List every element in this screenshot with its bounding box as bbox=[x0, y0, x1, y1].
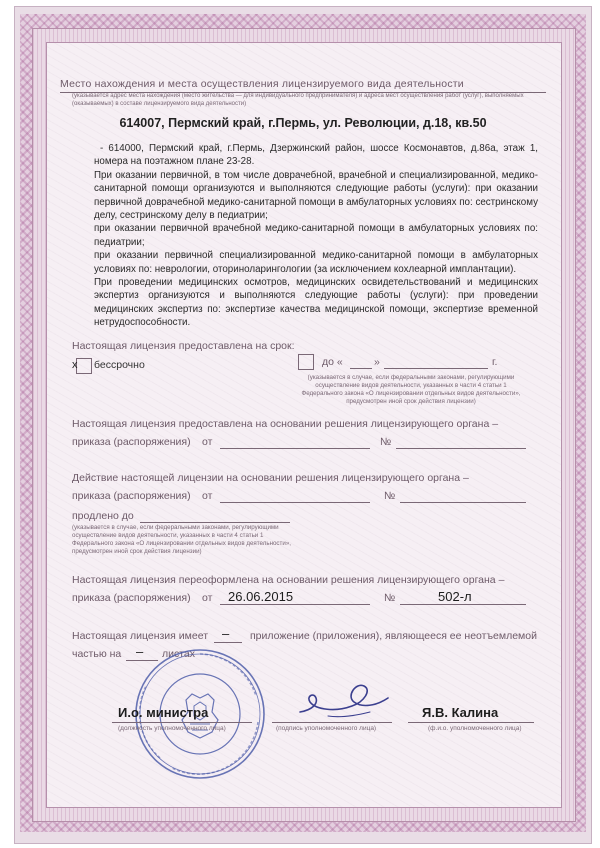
reissue-date: 26.06.2015 bbox=[228, 589, 294, 604]
reissue-number: 502-л bbox=[438, 589, 472, 604]
reissue-order: приказа (распоряжения) bbox=[72, 592, 191, 604]
basis-from: от bbox=[202, 436, 213, 448]
reissue-text: Настоящая лицензия переоформлена на основании решения лицензирующего органа – bbox=[72, 574, 505, 586]
appendix-count-line bbox=[214, 642, 242, 643]
sheets-label: листах bbox=[162, 648, 196, 660]
name-line bbox=[408, 722, 534, 723]
main-address: 614007, Пермский край, г.Пермь, ул. Революции, д.18, кв.50 bbox=[119, 116, 487, 130]
appendix-part-prefix: частью на bbox=[72, 648, 122, 660]
activity-paragraph: При проведении медицинских осмотров, медицинских освидетельствований и медицинских экспертиз организуются и выполняются следующие работы (услуги): при проведении медицинских экспертиз по: экспертизе качества медицинской помощи, экспертизе временной нетрудоспособности. bbox=[94, 277, 538, 329]
name-note: (ф.и.о. уполномоченного лица) bbox=[428, 725, 522, 732]
appendix-text-after: приложение (приложения), являющееся ее неотъемлемой bbox=[250, 630, 537, 642]
until-prefix: до « bbox=[322, 356, 343, 368]
appendix-count: – bbox=[222, 626, 230, 641]
term-until-checkbox bbox=[298, 354, 314, 370]
extension-note: (указывается в случае, если федеральными законами, регулирующими осуществление видов деятельности, указанных в части 4 статьи 1 Федерального закона «О лицензировании отдельных видов деятельности», предусмотрен иной срок действия лицензии) bbox=[72, 524, 291, 555]
signature-line bbox=[272, 722, 392, 723]
activity-paragraph: при оказании первичной специализированной медико-санитарной помощи в амбулаторных условиях по: неврологии, оториноларингологии (за исключением кохлеарной имплантации). bbox=[94, 250, 538, 275]
appendix-text: Настоящая лицензия имеет bbox=[72, 630, 209, 642]
section-title: Место нахождения и места осуществления лицензируемого вида деятельности bbox=[60, 78, 464, 90]
basis-text: Настоящая лицензия предоставлена на основании решения лицензирующего органа – bbox=[72, 418, 499, 430]
extension-order: приказа (распоряжения) bbox=[72, 490, 191, 502]
basis-order: приказа (распоряжения) bbox=[72, 436, 191, 448]
signatory-name: Я.В. Калина bbox=[422, 705, 499, 720]
position-note: (должность уполномоченного лица) bbox=[118, 725, 226, 732]
extended-until-label: продлено до bbox=[72, 510, 134, 522]
section-subtitle: (указывается адрес места нахождения (место жительства — для индивидуального предпринимателя) и адреса мест осуществления работ (услуг), выполняемых (оказываемых) в составе лицензируемого вида деятельности) bbox=[72, 93, 524, 107]
reissue-date-line bbox=[220, 604, 370, 605]
until-quote: » bbox=[374, 356, 380, 368]
activity-paragraph: При оказании первичной, в том числе доврачебной, врачебной и специализированной, медико-санитарной помощи организуются и выполняются следующие работы (услуги): при оказании первичной доврачебной медико-санитарной помощи в амбулаторных условиях по: сестринскому делу, сестринскому делу в педиатрии; bbox=[94, 169, 538, 222]
handwritten-signature bbox=[292, 676, 402, 728]
extension-date-line bbox=[220, 502, 370, 503]
until-day-line bbox=[350, 368, 372, 369]
checkbox-mark: x bbox=[72, 359, 78, 371]
reissue-number-line bbox=[400, 604, 526, 605]
position-line bbox=[112, 722, 252, 723]
basis-date-line bbox=[220, 448, 370, 449]
term-label: Настоящая лицензия предоставлена на срок: bbox=[72, 340, 295, 352]
reissue-from: от bbox=[202, 592, 213, 604]
activity-paragraph: - 614000, Пермский край, г.Пермь, Дзержинский район, шоссе Космонавтов, д.86а, этаж 1, номера на поэтажном плане 23-28. bbox=[94, 143, 538, 168]
term-note: (указывается в случае, если федеральными законами, регулирующими осуществление видов деятельности, указанных в части 4 статьи 1 Федерального закона «О лицензировании отдельных видов деятельности», предусмотрен иной срок действия лицензии) bbox=[301, 374, 521, 405]
until-suffix: г. bbox=[492, 356, 498, 368]
extension-number-line bbox=[400, 502, 526, 503]
extended-until-line bbox=[140, 522, 290, 523]
activity-paragraph: при оказании первичной врачебной медико-санитарной помощи в амбулаторных условиях по: педиатрии; bbox=[94, 223, 538, 248]
extension-from: от bbox=[202, 490, 213, 502]
reissue-number-sign: № bbox=[384, 592, 396, 604]
activity-description bbox=[94, 142, 538, 330]
signature-note: (подпись уполномоченного лица) bbox=[276, 725, 377, 732]
indefinite-checkbox bbox=[76, 358, 92, 374]
indefinite-label: бессрочно bbox=[94, 359, 145, 371]
extension-number-sign: № bbox=[384, 490, 396, 502]
signatory-position: И.о. министра bbox=[118, 705, 209, 720]
sheets-count: – bbox=[136, 644, 144, 659]
basis-number-line bbox=[396, 448, 526, 449]
extension-text: Действие настоящей лицензии на основании решения лицензирующего органа – bbox=[72, 472, 469, 484]
until-month-line bbox=[384, 368, 488, 369]
basis-number-sign: № bbox=[380, 436, 392, 448]
